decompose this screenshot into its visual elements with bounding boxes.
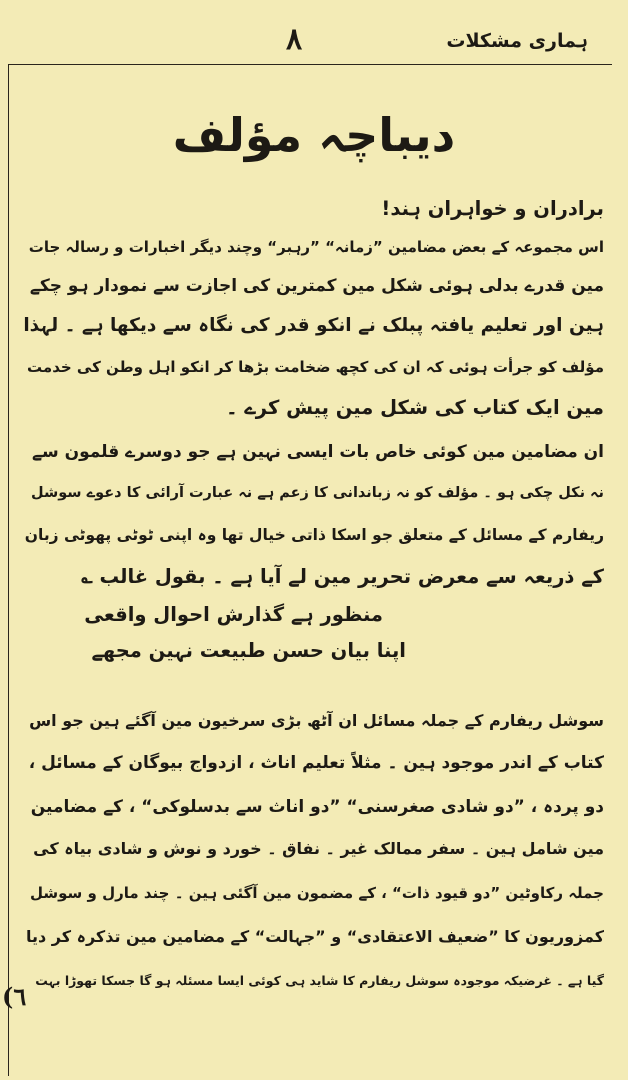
page-heading: دیباچہ مؤلف [172, 108, 456, 162]
body-line: ہین اور تعلیم یافتہ پبلک نے انکو قدر کی نگاہ سے دیکھا ہے ۔ لہذا [23, 315, 604, 336]
body-line: کمزوریون کا ”ضعیف الاعتقادی“ و ”جہالت“ کے مضامین مین تذکرہ کر دیا [25, 927, 604, 946]
verse-line: اپنا بیان حسن طبیعت نہین مجھے [91, 639, 406, 662]
verse-line: منظور ہے گذارش احوال واقعی [84, 603, 383, 626]
body-line: سوشل ریفارم کے جملہ مسائل ان آٹھ بڑی سرخیون مین آگئے ہین جو اس [29, 711, 604, 730]
body-line: مؤلف کو جرأت ہوئی کہ ان کی کچھ ضخامت بڑھا کر انکو اہل وطن کی خدمت [27, 358, 604, 376]
body-line: نہ نکل چکی ہو ۔ مؤلف کو نہ زباندانی کا زعم ہے نہ عبارت آرائی کا دعوے سوشل [31, 485, 604, 501]
body-line: کے ذریعہ سے معرض تحریر مین لے آیا ہے ۔ بقول غالب ؎ [81, 565, 604, 588]
body-line: ان مضامین مین کوئی خاص بات ایسی نہین ہے جو دوسرے قلمون سے [31, 442, 604, 462]
body-line: مین شامل ہین ۔ سفر ممالک غیر ۔ نفاق ۔ خورد و نوش و شادی بیاہ کی [33, 839, 604, 858]
body-line: ریفارم کے مسائل کے متعلق جو اسکا ذاتی خیال تھا وہ اپنی ٹوٹی پھوٹی زبان [24, 526, 604, 544]
body-line: جملہ رکاوٹین ”دو قیود ذات“ ، کے مضمون مین آگئی ہین ۔ چند مارل و سوشل [30, 884, 604, 902]
body-line: مین ایک کتاب کی شکل مین پیش کرے ۔ [226, 396, 604, 419]
body-line: مین قدرے بدلی ہوئی شکل مین کمترین کی اجازت سے نمودار ہو چکے [29, 276, 604, 296]
page-number: ۸ [286, 22, 303, 57]
body-line: دو پردہ ، ”دو شادی صغرسنی“ ”دو اناث سے بدسلوکی“ ، کے مضامین [30, 797, 604, 817]
body-line: گیا ہے ۔ غرضیکہ موجودہ سوشل ریفارم کا شاید ہی کوئی ایسا مسئلہ ہو گا جسکا تھوڑا بہت [35, 973, 604, 988]
body-line: اس مجموعہ کے بعض مضامین ”زمانہ“ ”رہبر“ وچند دیگر اخبارات و رسالہ جات [28, 238, 604, 256]
body-line: کتاب کے اندر موجود ہین ۔ مثلاً تعلیم اناث ، ازدواج بیوگان کے مسائل ، [28, 753, 604, 773]
margin-mark: (٦ [2, 982, 27, 1011]
salutation: برادران و خواہران ہند! [381, 197, 604, 220]
running-title: ہماری مشکلات [446, 30, 588, 52]
